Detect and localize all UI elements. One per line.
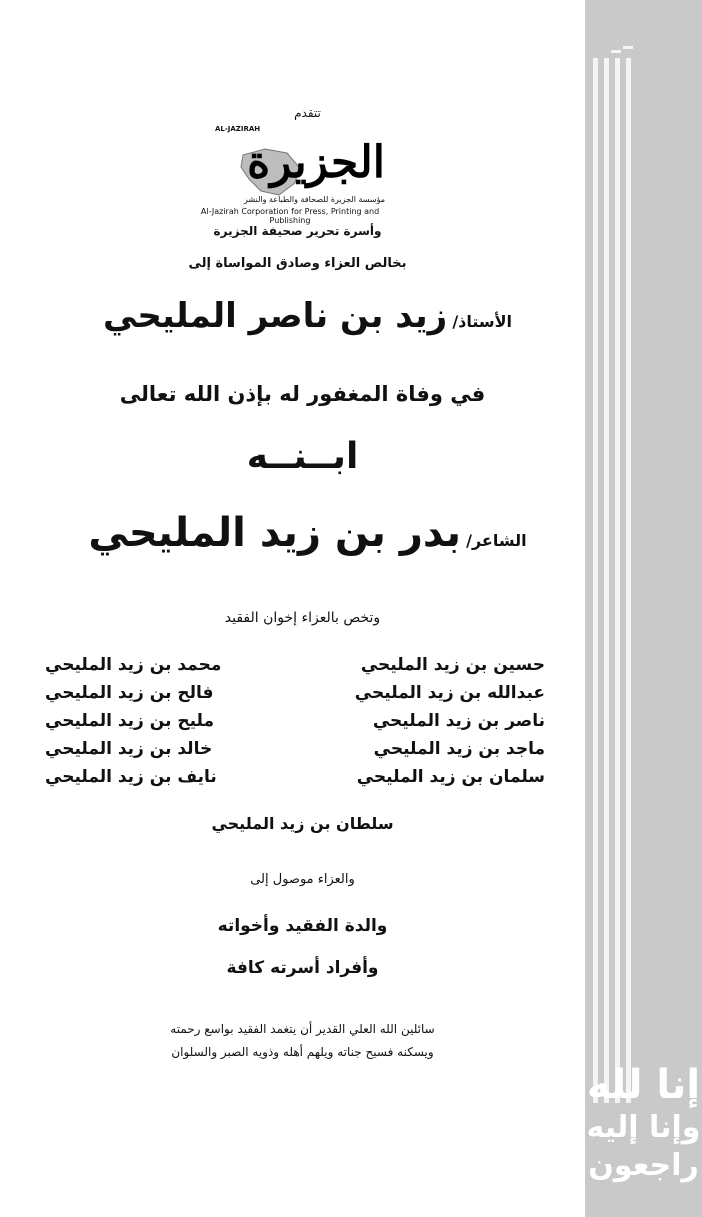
side-line [593, 58, 598, 1103]
brother-name: مليح بن زيد المليحي [45, 711, 215, 731]
extended-intro: والعزاء موصول إلى [250, 872, 355, 887]
list-item [45, 683, 545, 711]
brothers-list [45, 655, 545, 795]
brother-name: نايف بن زيد المليحي [45, 767, 217, 787]
presenter-text: تتقدم [294, 106, 321, 120]
logo-english-name: AL-JAZIRAH [215, 125, 261, 133]
brother-name: حسين بن زيد المليحي [360, 655, 545, 675]
side-panel [585, 0, 702, 1217]
deceased-name: بدر بن زيد المليحي [88, 510, 461, 556]
brother-name: ماجد بن زيد المليحي [373, 739, 545, 759]
brother-name: فالح بن زيد المليحي [45, 683, 214, 703]
side-line [604, 58, 609, 1103]
recipient-line [0, 296, 585, 336]
prayer-line-2: ويسكنه فسيح جناته ويلهم أهله وذويه الصبر والسلوان [171, 1045, 434, 1059]
relation-word: ابــنــه [246, 436, 359, 477]
brother-name: سلمان بن زيد المليحي [356, 767, 545, 787]
brother-name: محمد بن زيد المليحي [45, 655, 222, 675]
side-line-cap [623, 46, 633, 49]
brother-name: خالد بن زيد المليحي [45, 739, 213, 759]
occasion-line: في وفاة المغفور له بإذن الله تعالى [119, 382, 486, 406]
last-brother: سلطان بن زيد المليحي [211, 814, 394, 833]
newspaper-logo [195, 125, 405, 235]
side-text-line-2: وإنا إليه [586, 1110, 701, 1145]
logo-corp-arabic: مؤسسة الجزيرة للصحافة والطباعة والنشر [243, 195, 385, 204]
prayer-line-1: سائلين الله العلي القدير أن يتغمد الفقيد بواسع رحمته [170, 1022, 435, 1036]
list-item [45, 655, 545, 683]
logo-corp-english: Al-Jazirah Corporation for Press, Printing and Publishing [200, 207, 380, 225]
extended-line-1: والدة الفقيد وأخواته [217, 916, 388, 936]
brother-name: ناصر بن زيد المليحي [372, 711, 545, 731]
side-line-cap [611, 50, 621, 53]
staff-text: وأسرة تحرير صحيفة الجزيرة [213, 224, 382, 238]
list-item [45, 767, 545, 795]
recipient-name: زيد بن ناصر المليحي [102, 296, 448, 336]
side-line [615, 58, 620, 1103]
deceased-line [0, 510, 585, 556]
deceased-title: الشاعر/ [466, 531, 527, 550]
logo-arabic-name: الجزيرة [247, 137, 385, 188]
brother-name: عبدالله بن زيد المليحي [354, 683, 545, 703]
list-item [45, 711, 545, 739]
list-item [45, 739, 545, 767]
side-text-line-1: إنا لله [586, 1062, 701, 1108]
side-line [626, 58, 631, 1103]
brothers-intro: وتخص بالعزاء إخوان الفقيد [224, 610, 381, 626]
condolence-line: بخالص العزاء وصادق المواساة إلى [188, 256, 407, 271]
side-text-line-3: راجعون [588, 1148, 699, 1183]
extended-line-2: وأفراد أسرته كافة [226, 958, 379, 978]
recipient-title: الأستاذ/ [452, 312, 513, 331]
